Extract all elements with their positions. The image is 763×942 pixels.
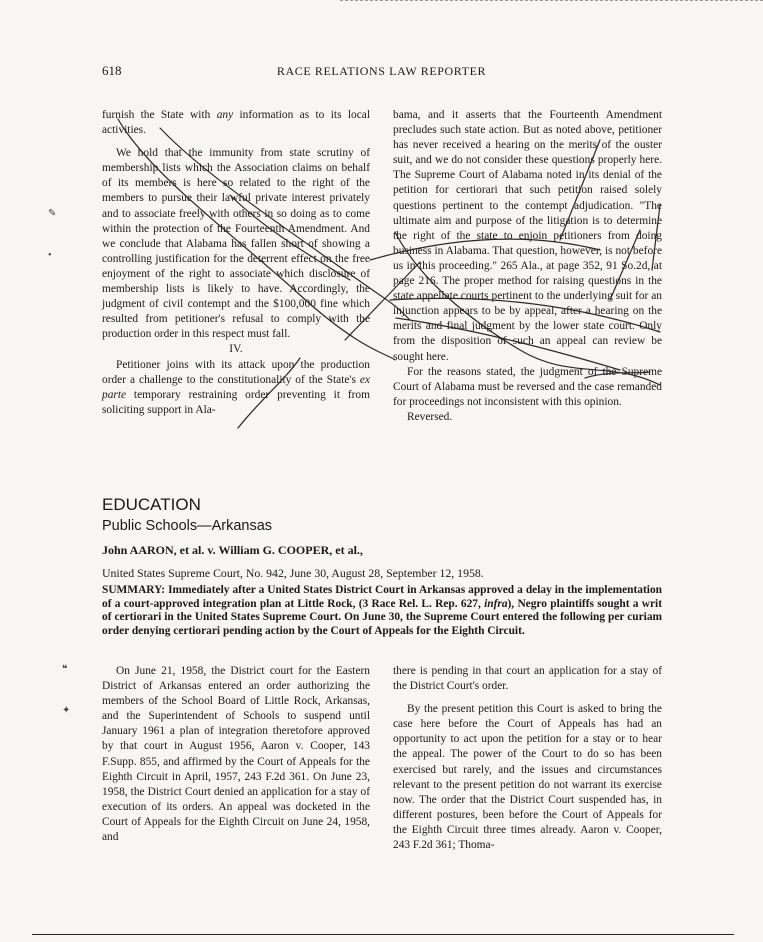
- pencil-stroke: [652, 205, 660, 270]
- case-caption: John AARON, et al. v. William G. COOPER, et al.,: [102, 543, 363, 557]
- summary-block: SUMMARY: Immediately after a United States District Court in Arkansas approved a delay in the implementation of a court-approved integration plan at Little Rock, (3 Race Rel. L. Rep. 627, infra), Negro plaintiffs sought a writ of certiorari in the United States Supreme Court. On June 30, the Supreme Court entered the following per curiam order denying certiorari pending action by the Court of Appeals for the Eighth Circuit.: [102, 584, 662, 637]
- margin-mark: ❝: [62, 664, 68, 675]
- pencil-stroke: [345, 262, 420, 340]
- paragraph-pending: there is pending in that court an application for a stay of the District Court's order.: [393, 665, 662, 693]
- paragraph-reasons: For the reasons stated, the judgment of the Supreme Court of Alabama must be reversed and the case remanded for proceedings not inconsistent with this opinion.: [393, 365, 662, 408]
- paragraph-holding: We hold that the immunity from state scrutiny of membership lists which the Association claims on behalf of its members is here so related to the right of the members to pursue their lawful private interest privately and to associate freely with others in so doing as to come within the protection of the Fourteenth Amendment. And we conclude that Alabama has fallen short of showing a controlling justification for the deterrent effect on the free enjoyment of the right to associate which disclosure of membership lists is likely to have. Accordingly, the judgment of civil contempt and the $100,000 fine which resulted from petitioner's refusal to comply with the production order in this respect must fall.: [102, 147, 370, 341]
- running-title: RACE RELATIONS LAW REPORTER: [276, 64, 487, 78]
- court-citation: United States Supreme Court, No. 942, June 30, August 28, September 12, 1958.: [102, 566, 484, 580]
- pencil-stroke: [560, 140, 600, 240]
- subheading-public-schools: Public Schools—Arkansas: [102, 518, 273, 534]
- section-heading-education: EDUCATION: [102, 495, 201, 514]
- pencil-stroke: [160, 128, 410, 320]
- pencil-stroke: [230, 195, 350, 280]
- pencil-stroke: [610, 230, 640, 300]
- paragraph-petitioner-joins: Petitioner joins with its attack upon the production order a challenge to the constitutionality of the State's ex parte temporary restraining order preventing it from soliciting support in Ala-: [102, 358, 370, 416]
- bottom-rule: [32, 934, 734, 935]
- margin-mark: ✦: [62, 705, 71, 716]
- page-number: 618: [102, 63, 122, 78]
- pencil-stroke: [118, 119, 395, 360]
- pencil-stroke: [395, 232, 660, 385]
- opinion-column-right-lower: [393, 664, 662, 853]
- paragraph-local-activities: furnish the State with any information as to its local activities.: [102, 109, 370, 137]
- disposition-reversed: Reversed.: [407, 410, 453, 423]
- margin-mark: ✎: [48, 208, 57, 219]
- summary-label: SUMMARY:: [102, 584, 166, 596]
- pencil-stroke: [390, 298, 660, 332]
- paragraph-present-petition: By the present petition this Court is asked to bring the case here before the Court of Appeals has had an opportunity to act upon the petition for a stay or to hear the appeal. The power of the Court to do so has been exercised but rarely, and the issues and circumstances relevant to the present petition do not warrant its exercise now. The order that the District Court suspended has, in different postures, been before the Court of Appeals for the Eighth Circuit three times already. Aaron v. Cooper, 243 F.2d 361; Thoma-: [393, 703, 662, 852]
- pencil-stroke: [238, 358, 300, 428]
- pencil-stroke: [396, 318, 620, 370]
- margin-mark: •: [48, 250, 52, 261]
- paragraph-district-court: On June 21, 1958, the District court for the Eastern District of Arkansas entered an order authorizing the members of the School Board of Little Rock, Arkansas, and the Superintendent of Schools to suspend until January 1961 a plan of integration theretofore approved by that court in August 1956, Aaron v. Cooper, 143 F.Supp. 855, and affirmed by the Court of Appeals for the Eighth Circuit in April, 1957, 243 F.2d 361. On June 23, 1958, the District Court denied an application for a stay of execution of its orders. An appeal was docketed in the Court of Appeals for the Eighth Circuit on June 24, 1958, and: [102, 665, 370, 844]
- paragraph-bama: bama, and it asserts that the Fourteenth Amendment precludes such state action. But as noted above, petitioner has never received a hearing on the merits of the ouster suit, and we do not consider these questions properly here. The Supreme Court of Alabama noted in its denial of the petition for certiorari that such petition raised solely questions pertinent to the contempt adjudication. "The ultimate aim and purpose of the litigation is to determine the right of the state to enjoin petitioners from doing business in Alabama. That question, however, is not before us in this proceeding." 265 Ala., at page 352, 91 So.2d, at page 216. The proper method for raising questions in the state appellate courts pertinent to the underlying suit for an injunction appears to be by appeal, after a hearing on the merits and final judgment by the lower state court. Only from the disposition of such an appeal can review be sought here.: [393, 109, 662, 363]
- pencil-stroke: [370, 239, 600, 260]
- opinion-column-left-lower: [102, 664, 370, 845]
- section-heading-iv: IV.: [229, 343, 243, 356]
